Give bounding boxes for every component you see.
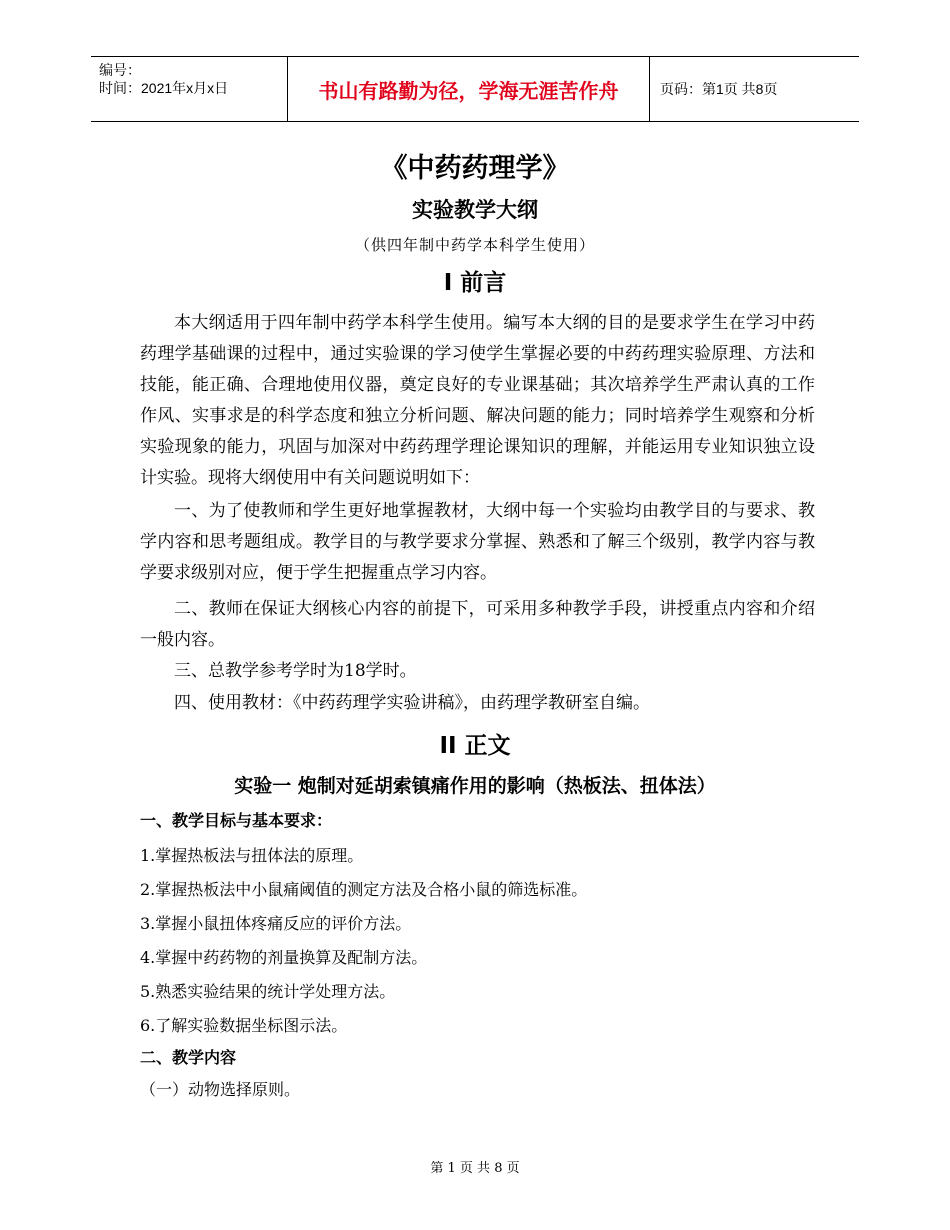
preface-paragraph-2: 一、为了使教师和学生更好地掌握教材，大纲中每一个实验均由教学目的与要求、教学内容和思考题组成。教学目的与教学要求分掌握、熟悉和了解三个级别，教学内容与教学要求级别对应，便于学生把握重点学习内容。: [140, 501, 815, 583]
preface-paragraph-4: 三、总教学参考学时为18学时。: [174, 661, 417, 681]
page-footer: 第 1 页 共 8 页: [430, 1161, 520, 1176]
page-header: [91, 56, 859, 122]
experiment-title: 实验一 炮制对延胡索镇痛作用的影响（热板法、扭体法）: [234, 775, 716, 797]
document-subtitle: 实验教学大纲: [412, 198, 538, 222]
list-item: 4.掌握中药药物的剂量换算及配制方法。: [140, 948, 428, 967]
list-item: 5.熟悉实验结果的统计学处理方法。: [140, 982, 396, 1001]
doc-code-label: 编号：: [99, 62, 141, 78]
doc-time-label: 时间：2021年x月x日: [99, 80, 229, 96]
document-audience: （供四年制中药学本科学生使用）: [354, 236, 595, 254]
list-item: 3.掌握小鼠扭体疼痛反应的评价方法。: [140, 914, 412, 933]
list-item: 2.掌握热板法中小鼠痛阈值的测定方法及合格小鼠的筛选标准。: [140, 880, 588, 899]
header-meta: [91, 57, 287, 121]
header-page-info: 页码：第1页 共8页: [660, 81, 778, 97]
preface-paragraph-5: 四、使用教材：《中药药理学实验讲稿》，由药理学教研室自编。: [174, 693, 650, 713]
preface-paragraph-3: 二、教师在保证大纲核心内容的前提下，可采用多种教学手段，讲授重点内容和介绍一般内容。: [140, 599, 815, 650]
preface-paragraph-1: 本大纲适用于四年制中药学本科学生使用。编写本大纲的目的是要求学生在学习中药药理学基础课的过程中，通过实验课的学习使学生掌握必要的中药药理实验原理、方法和技能，能正确、合理地使用仪器，奠定良好的专业课基础；其次培养学生严肃认真的工作作风、实事求是的科学态度和独立分析问题、解决问题的能力；同时培养学生观察和分析实验现象的能力，巩固与加深对中药药理学理论课知识的理解，并能运用专业知识独立设计实验。现将大纲使用中有关问题说明如下：: [140, 313, 815, 488]
content-heading: 二、教学内容: [140, 1048, 237, 1067]
list-item: （一）动物选择原则。: [140, 1080, 301, 1099]
list-item: 1.掌握热板法与扭体法的原理。: [140, 846, 364, 865]
section-heading-main: II 正文: [439, 733, 511, 759]
section-heading-preface: I 前言: [443, 270, 507, 296]
list-item: 6.了解实验数据坐标图示法。: [140, 1016, 348, 1035]
goals-heading: 一、教学目标与基本要求：: [140, 811, 333, 830]
header-motto: 书山有路勤为径，学海无涯苦作舟: [287, 57, 650, 121]
document-title: 《中药药理学》: [380, 153, 570, 184]
